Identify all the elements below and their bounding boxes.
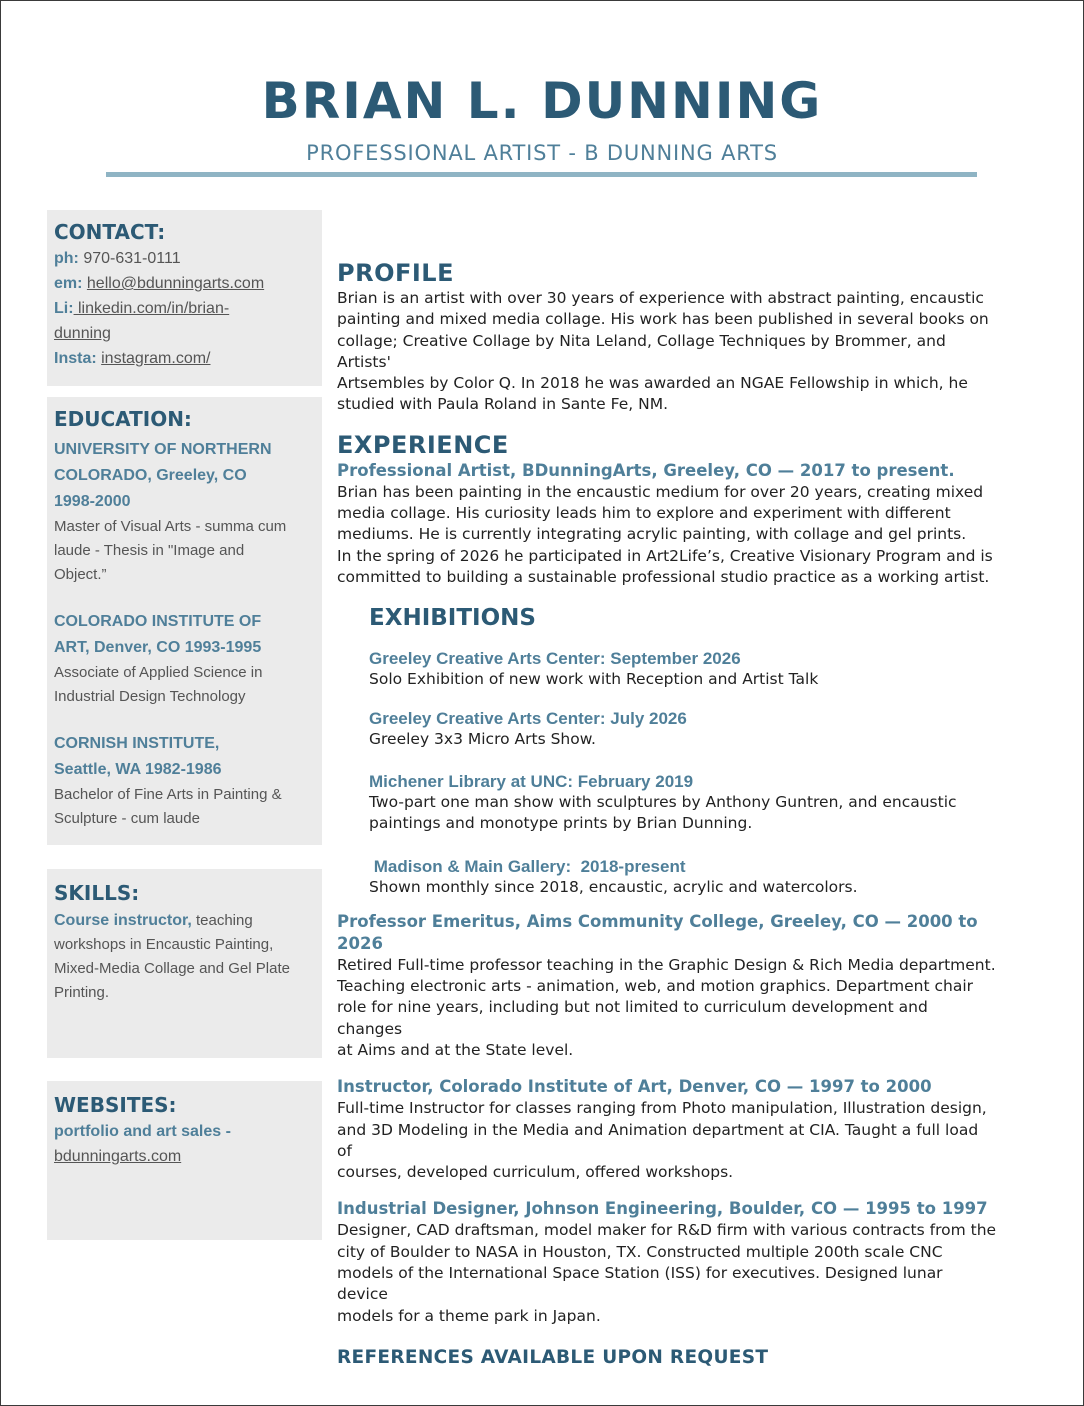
exhibition-title-2: Greeley Creative Arts Center: July 2026 [369,708,687,728]
experience-heading: EXPERIENCE [337,430,509,459]
contact-insta-row [54,346,315,371]
profile-line: collage; Creative Collage by Nita Leland, Collage Techniques by Brommer, and Artists' [337,331,946,371]
job-line: Brian has been painting in the encaustic medium for over 20 years, creating mixed [337,482,984,501]
exhibition-desc-3 [369,792,997,835]
job-line: media collage. His curiosity leads him to explore and experiment with different [337,504,951,523]
skills-heading: SKILLS: [54,881,140,905]
main-column [337,258,997,1368]
exhibition-desc-4: Shown monthly since 2018, encaustic, acrylic and watercolors. [369,878,858,897]
job-title-4: Industrial Designer, Johnson Engineering, Boulder, CO — 1995 to 1997 [337,1199,988,1219]
job-line: city of Boulder to NASA in Houston, TX. Constructed multiple 200th scale CNC [337,1242,943,1261]
job-line: at Aims and at the State level. [337,1040,574,1059]
job-line: Teaching electronic arts - animation, web, and motion graphics. Department chair [337,977,973,996]
websites-box [47,1081,322,1240]
linkedin-label: Li: [54,300,74,317]
edu-school-3-line: Seattle, WA 1982-1986 [54,761,222,778]
edu-school-2-line: ART, Denver, CO 1993-1995 [54,639,262,656]
job-title-2: Professor Emeritus, Aims Community College, Greeley, CO — 2000 to 2026 [337,911,978,953]
exhibition-desc-2: Greeley 3x3 Micro Arts Show. [369,729,596,748]
skills-line: Printing. [54,984,110,1001]
exhibition-line: paintings and monotype prints by Brian Dunning. [369,814,753,833]
exhibition-title-1: Greeley Creative Arts Center: September 2026 [369,649,741,669]
job-line: Designer, CAD draftsman, model maker for R&D firm with various contracts from the [337,1221,997,1240]
edu-desc-line: Associate of Applied Science in [54,664,263,681]
insta-label: Insta: [54,350,97,367]
edu-desc-2 [54,661,315,709]
job-line: courses, developed curriculum, offered workshops. [337,1163,734,1182]
website-link[interactable]: bdunningarts.com [54,1148,182,1165]
education-heading: EDUCATION: [54,407,192,431]
profile-line: studied with Paula Roland in Sante Fe, NM. [337,395,669,414]
job-line: In the spring of 2026 he participated in Art2Life’s, Creative Visionary Program and is [337,546,993,565]
exhibitions-section [369,604,997,898]
job-line: Full-time Instructor for classes ranging from Photo manipulation, Illustration design, [337,1099,987,1118]
edu-school-3 [54,731,315,783]
linkedin-link[interactable] [74,300,230,317]
edu-desc-line: Master of Visual Arts - summa cum [54,518,287,535]
job-line: Retired Full-time professor teaching in the Graphic Design & Rich Media department. [337,955,996,974]
exhibition-line: Two-part one man show with sculptures by Anthony Guntren, and encaustic [369,792,957,811]
insta-link[interactable]: instagram.com/ [101,350,211,367]
edu-school-1-line: UNIVERSITY OF NORTHERN [54,441,272,458]
edu-desc-3 [54,783,315,831]
job-line: models for a theme park in Japan. [337,1306,601,1325]
references-note: REFERENCES AVAILABLE UPON REQUEST [337,1346,769,1368]
resume-name: BRIAN L. DUNNING [261,72,823,130]
edu-school-1-line: COLORADO, Greeley, CO [54,467,247,484]
job-line: role for nine years, including but not limited to curriculum development and changes [337,998,928,1038]
job-title-1: Professional Artist, BDunningArts, Greeley, CO — 2017 to present. [337,460,955,480]
contact-phone-row [54,246,315,271]
edu-desc-line: Sculpture - cum laude [54,810,200,827]
skills-bold: Course instructor, [54,912,192,929]
profile-text [337,288,997,416]
contact-linkedin-row-2 [54,321,315,346]
education-box [47,397,322,845]
websites-label-text: portfolio and art sales - [54,1123,231,1140]
profile-line: painting and mixed media collage. His work has been published in several books on [337,310,989,329]
resume-subtitle: PROFESSIONAL ARTIST - B DUNNING ARTS [306,141,778,165]
edu-school-1-line: 1998-2000 [54,493,131,510]
job-desc-1 [337,482,997,588]
edu-desc-line: Industrial Design Technology [54,688,246,705]
exhibition-title-3: Michener Library at UNC: February 2019 [369,771,694,791]
edu-desc-1 [54,515,315,587]
profile-line: Artsembles by Color Q. In 2018 he was awarded an NGAE Fellowship in which, he [337,374,968,393]
profile-line: Brian is an artist with over 30 years of experience with abstract painting, encaustic [337,289,984,307]
skills-box [47,869,322,1058]
header-rule [106,172,977,177]
edu-desc-line: Object.” [54,566,107,583]
skills-line: workshops in Encaustic Painting, [54,936,274,953]
edu-desc-line: laude - Thesis in "Image and [54,542,245,559]
skills-line: Mixed-Media Collage and Gel Plate [54,960,290,977]
job-desc-4 [337,1220,997,1326]
websites-heading: WEBSITES: [54,1093,177,1117]
job-line: models of the International Space Station (ISS) for executives. Designed lunar device [337,1264,943,1304]
exhibitions-heading: EXHIBITIONS [369,605,536,632]
job-title-3: Instructor, Colorado Institute of Art, Denver, CO — 1997 to 2000 [337,1077,932,1097]
edu-school-2 [54,609,315,661]
skills-line: teaching [191,912,253,929]
contact-box [47,210,322,386]
websites-label [54,1119,315,1144]
linkedin-link-part2[interactable]: dunning [54,325,111,342]
job-desc-3 [337,1098,997,1183]
job-line: committed to building a sustainable professional studio practice as a working artist. [337,567,990,586]
exhibition-title-4: Madison & Main Gallery: 2018-present [369,857,686,877]
job-line: and 3D Modeling in the Media and Animation department at CIA. Taught a full load of [337,1120,979,1160]
exhibition-desc-1: Solo Exhibition of new work with Reception and Artist Talk [369,670,819,689]
linkedin-link-part1[interactable]: linkedin.com/in/brian- [78,300,230,317]
contact-heading: CONTACT: [54,220,166,244]
email-label: em: [54,275,83,292]
contact-linkedin-row [54,296,315,321]
job-desc-2 [337,955,997,1061]
websites-url-row [54,1144,315,1169]
phone-label: ph: [54,250,79,267]
edu-desc-line: Bachelor of Fine Arts in Painting & [54,786,282,803]
phone-value: 970-631-0111 [83,250,181,267]
skills-text [54,909,315,1005]
contact-email-row [54,271,315,296]
edu-school-2-line: COLORADO INSTITUTE OF [54,613,262,630]
edu-school-1 [54,437,315,515]
profile-heading: PROFILE [337,259,454,287]
job-line: mediums. He is currently integrating acrylic painting, with collage and gel prints. [337,525,967,544]
email-link[interactable]: hello@bdunningarts.com [86,275,265,292]
edu-school-3-line: CORNISH INSTITUTE, [54,735,220,752]
